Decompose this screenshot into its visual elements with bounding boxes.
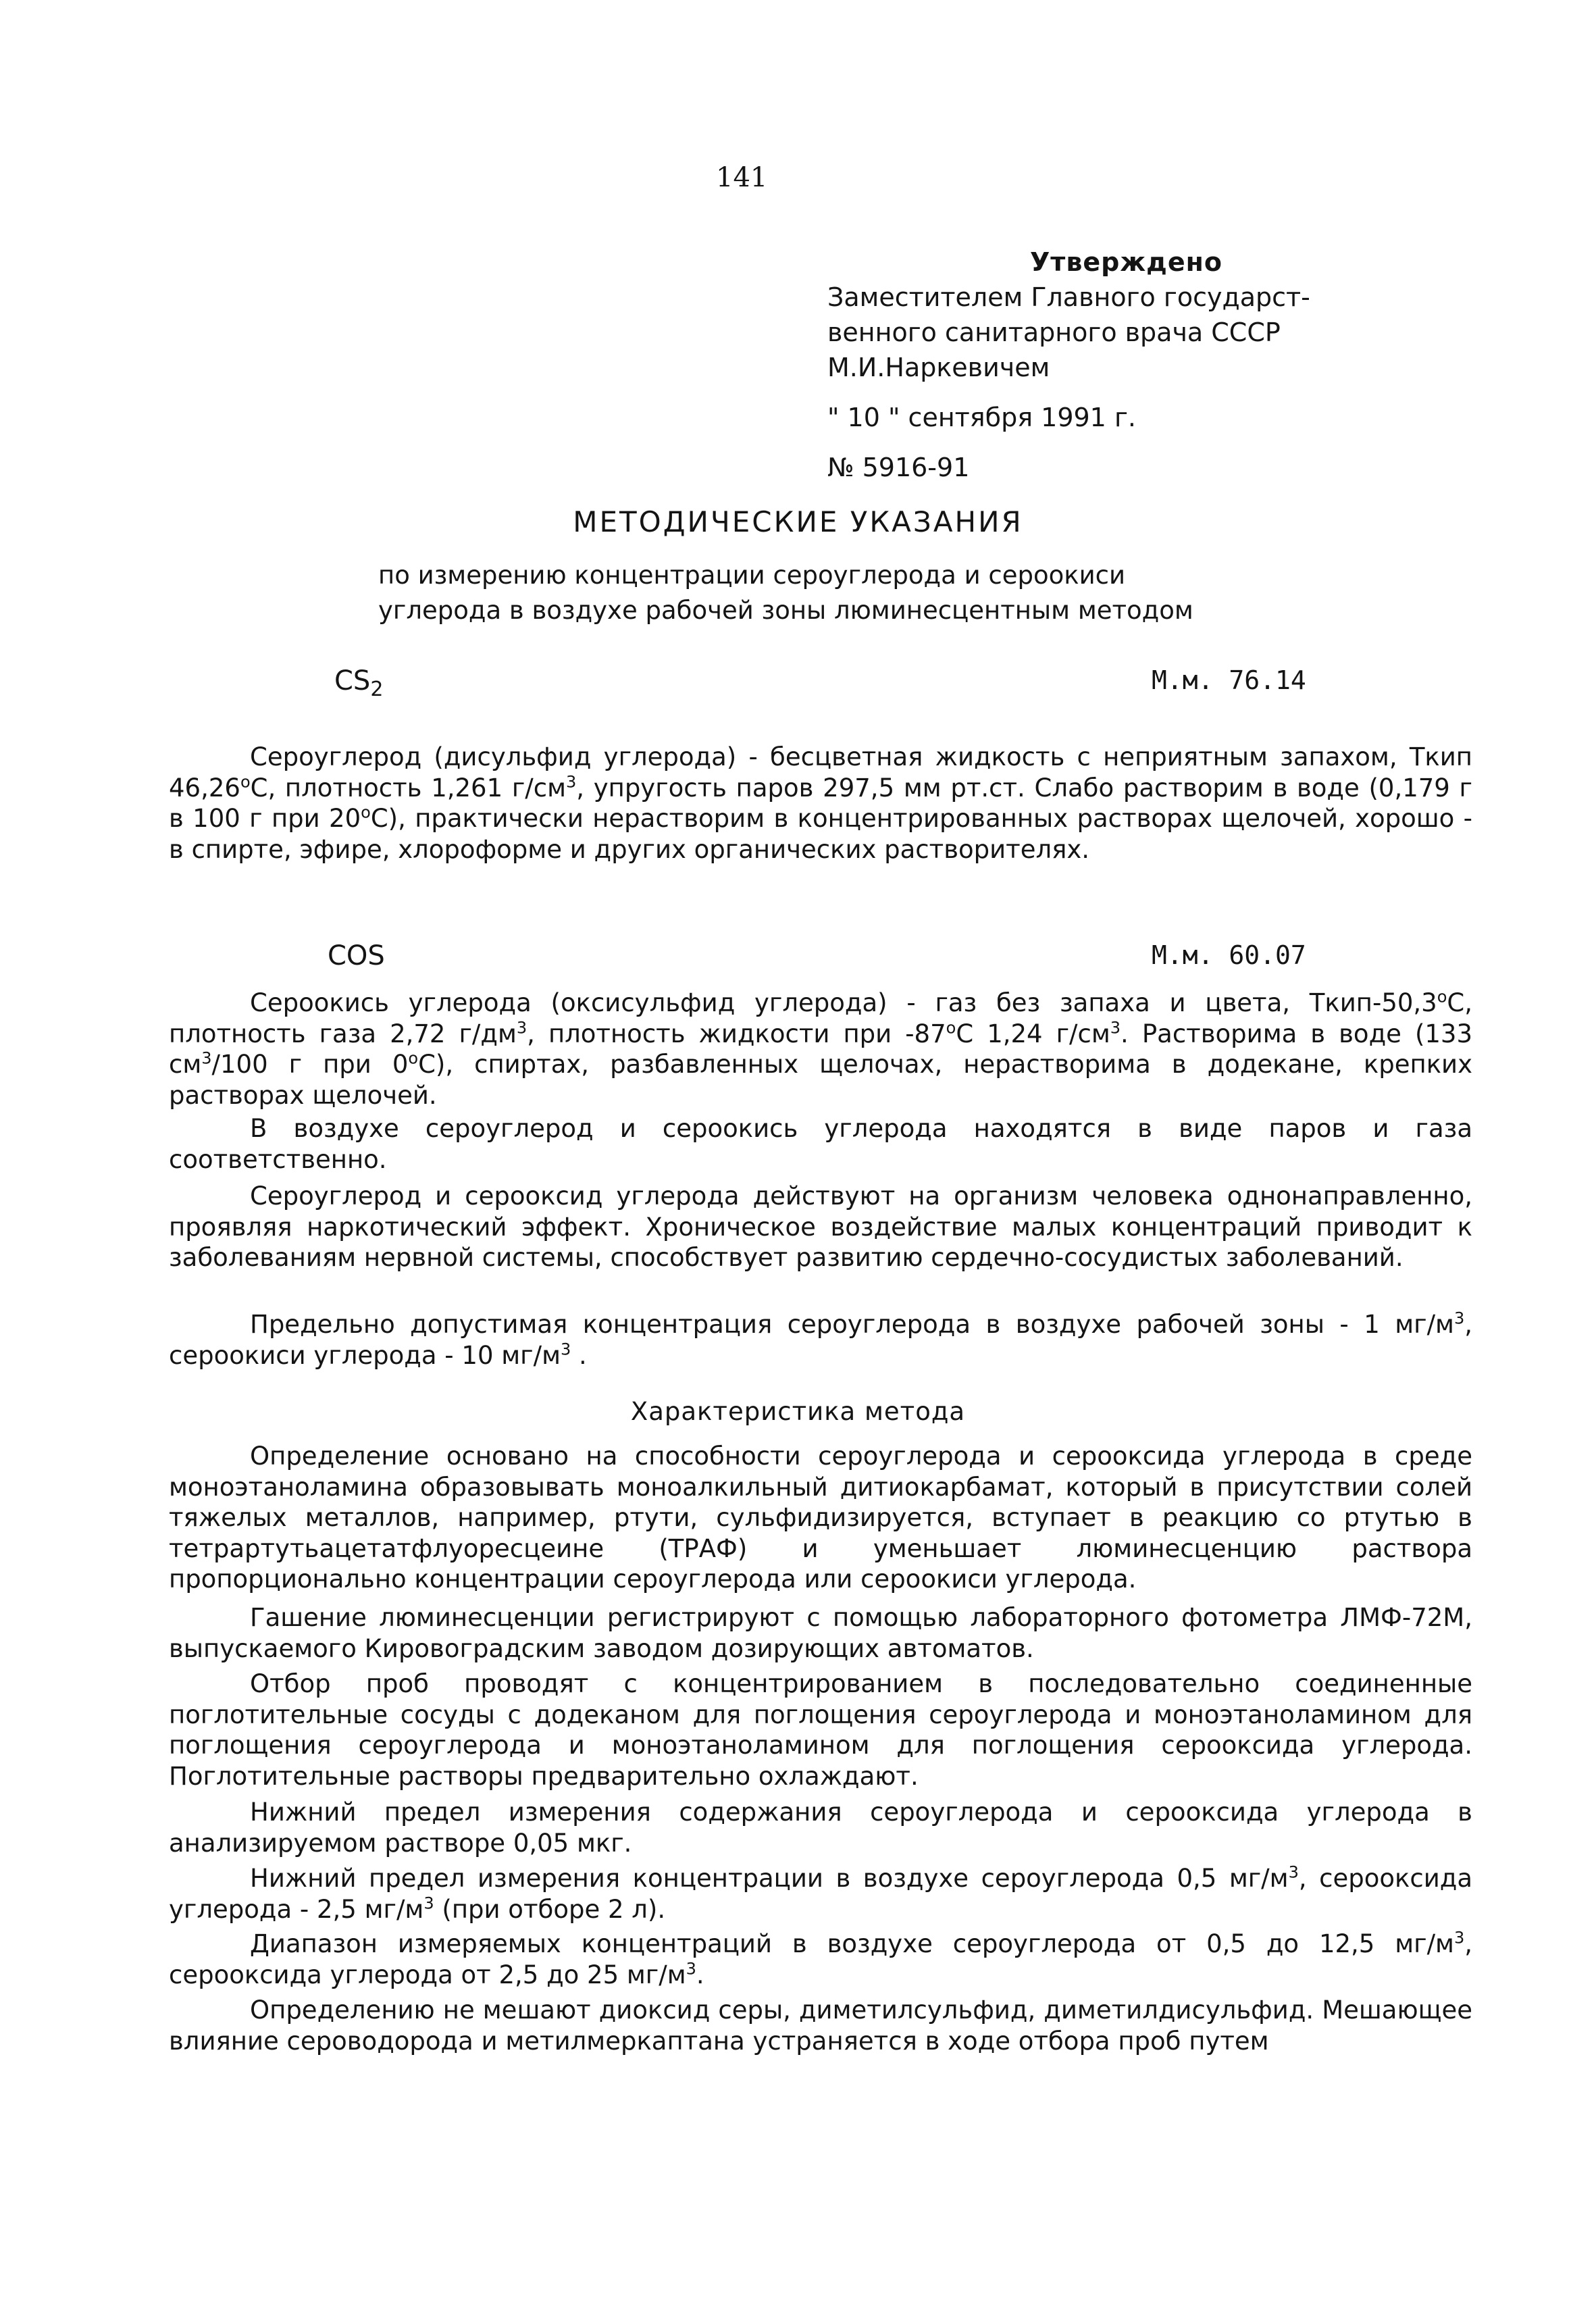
- approval-block: [827, 245, 1435, 485]
- approval-number: № 5916-91: [827, 453, 970, 482]
- page-number: 141: [716, 162, 768, 193]
- cos-formula: COS: [328, 940, 385, 971]
- section-heading: Характеристика метода: [630, 1397, 966, 1426]
- cos-molar-mass: М.м. 60.07: [1152, 940, 1306, 970]
- approval-date: " 10 " сентября 1991 г.: [827, 403, 1136, 432]
- principle-paragraph: Определение основано на способности сероуглерода и серооксида углерода в среде моноэтаноламина образовывать моноалкильный дитиокарбамат, который в присутствии солей тяжелых металлов, например, ртути, сульфидизируется, вступает в реакцию со ртутью в тетрартутьацетатфлуоресцеине (ТРАФ) и уменьшает люминесценцию раствора пропорционально концентрации сероуглерода или сероокиси углерода.: [169, 1442, 1472, 1594]
- quench-paragraph: Гашение люминесценции регистрируют с помощью лабораторного фотометра ЛМФ-72М, выпускаемого Кировоградским заводом дозирующих автоматов.: [169, 1603, 1472, 1663]
- document-subtitle: [378, 558, 1324, 628]
- approval-line: венного санитарного врача СССР: [827, 317, 1281, 347]
- subtitle-line: по измерению концентрации сероуглерода и сероокиси: [378, 561, 1126, 590]
- cs2-formula: $CS_2$: [334, 665, 384, 701]
- approval-line: М.И.Наркевичем: [827, 353, 1050, 382]
- range-paragraph: Диапазон измеряемых концентраций в воздухе сероуглерода от 0,5 до 12,5 $мг/м^3$, серооксида углерода от 2,5 до 25 $мг/м^3$.: [169, 1928, 1472, 1989]
- mac-paragraph: Предельно допустимая концентрация сероуглерода в воздухе рабочей зоны - 1 $мг/м^3$, сероокиси углерода - 10 $мг/м^3$ .: [169, 1308, 1472, 1370]
- subtitle-line: углерода в воздухе рабочей зоны люминесцентным методом: [378, 596, 1193, 625]
- cs2-molar-mass: М.м. 76.14: [1152, 665, 1306, 695]
- lower-conc-paragraph: Нижний предел измерения концентрации в воздухе сероуглерода 0,5 $мг/м^3$, серооксида углерода - 2,5 $мг/м^3$ (при отборе 2 л).: [169, 1862, 1472, 1924]
- document-title: МЕТОДИЧЕСКИЕ УКАЗАНИЯ: [573, 505, 1023, 538]
- cos-description: Сероокись углерода (оксисульфид углерода) - газ без запаха и цвета, Ткип-50,3$^o$С, плотность газа 2,72 $г/дм^3$, плотность жидкости при -87$^o$С 1,24 $г/см^3$. Растворима в воде (133 $см^3/100$ г при 0$^o$С), спиртах, разбавленных щелочах, нерастворима в додекане, крепких растворах щелочей.: [169, 987, 1473, 1110]
- approval-title: Утверждено: [1030, 247, 1222, 277]
- effect-paragraph: Сероуглерод и серооксид углерода действуют на организм человека однонаправленно, проявляя наркотический эффект. Хроническое воздействие малых концентраций приводит к заболеваниям нервной системы, способствует развитию сердечно-сосудистых заболеваний.: [169, 1181, 1472, 1272]
- lower-content-paragraph: Нижний предел измерения содержания сероуглерода и серооксида углерода в анализируемом растворе 0,05 мкг.: [169, 1798, 1472, 1858]
- cs2-description: Сероуглерод (дисульфид углерода) - бесцветная жидкость с неприятным запахом, Ткип 46,26$^o$С, плотность 1,261 $г/см^3$, упругость паров 297,5 мм рт.ст. Слабо растворим в воде (0,179 г в 100 г при 20$^o$С), практически нерастворим в концентрированных растворах щелочей, хорошо - в спирте, эфире, хлороформе и других органических растворителях.: [169, 742, 1472, 864]
- state-paragraph: В воздухе сероуглерод и сероокись углерода находятся в виде паров и газа соответственно.: [169, 1114, 1472, 1174]
- interference-paragraph: Определению не мешают диоксид серы, диметилсульфид, диметилдисульфид. Мешающее влияние сероводорода и метилмеркаптана устраняется в ходе отбора проб путем: [169, 1996, 1472, 2056]
- approval-line: Заместителем Главного государст-: [827, 282, 1310, 312]
- sampling-paragraph: Отбор проб проводят с концентрированием в последовательно соединенные поглотительные сосуды с додеканом для поглощения сероуглерода и моноэтаноламином для поглощения сероуглерода и моноэтаноламином для поглощения серооксида углерода. Поглотительные растворы предварительно охлаждают.: [169, 1669, 1472, 1791]
